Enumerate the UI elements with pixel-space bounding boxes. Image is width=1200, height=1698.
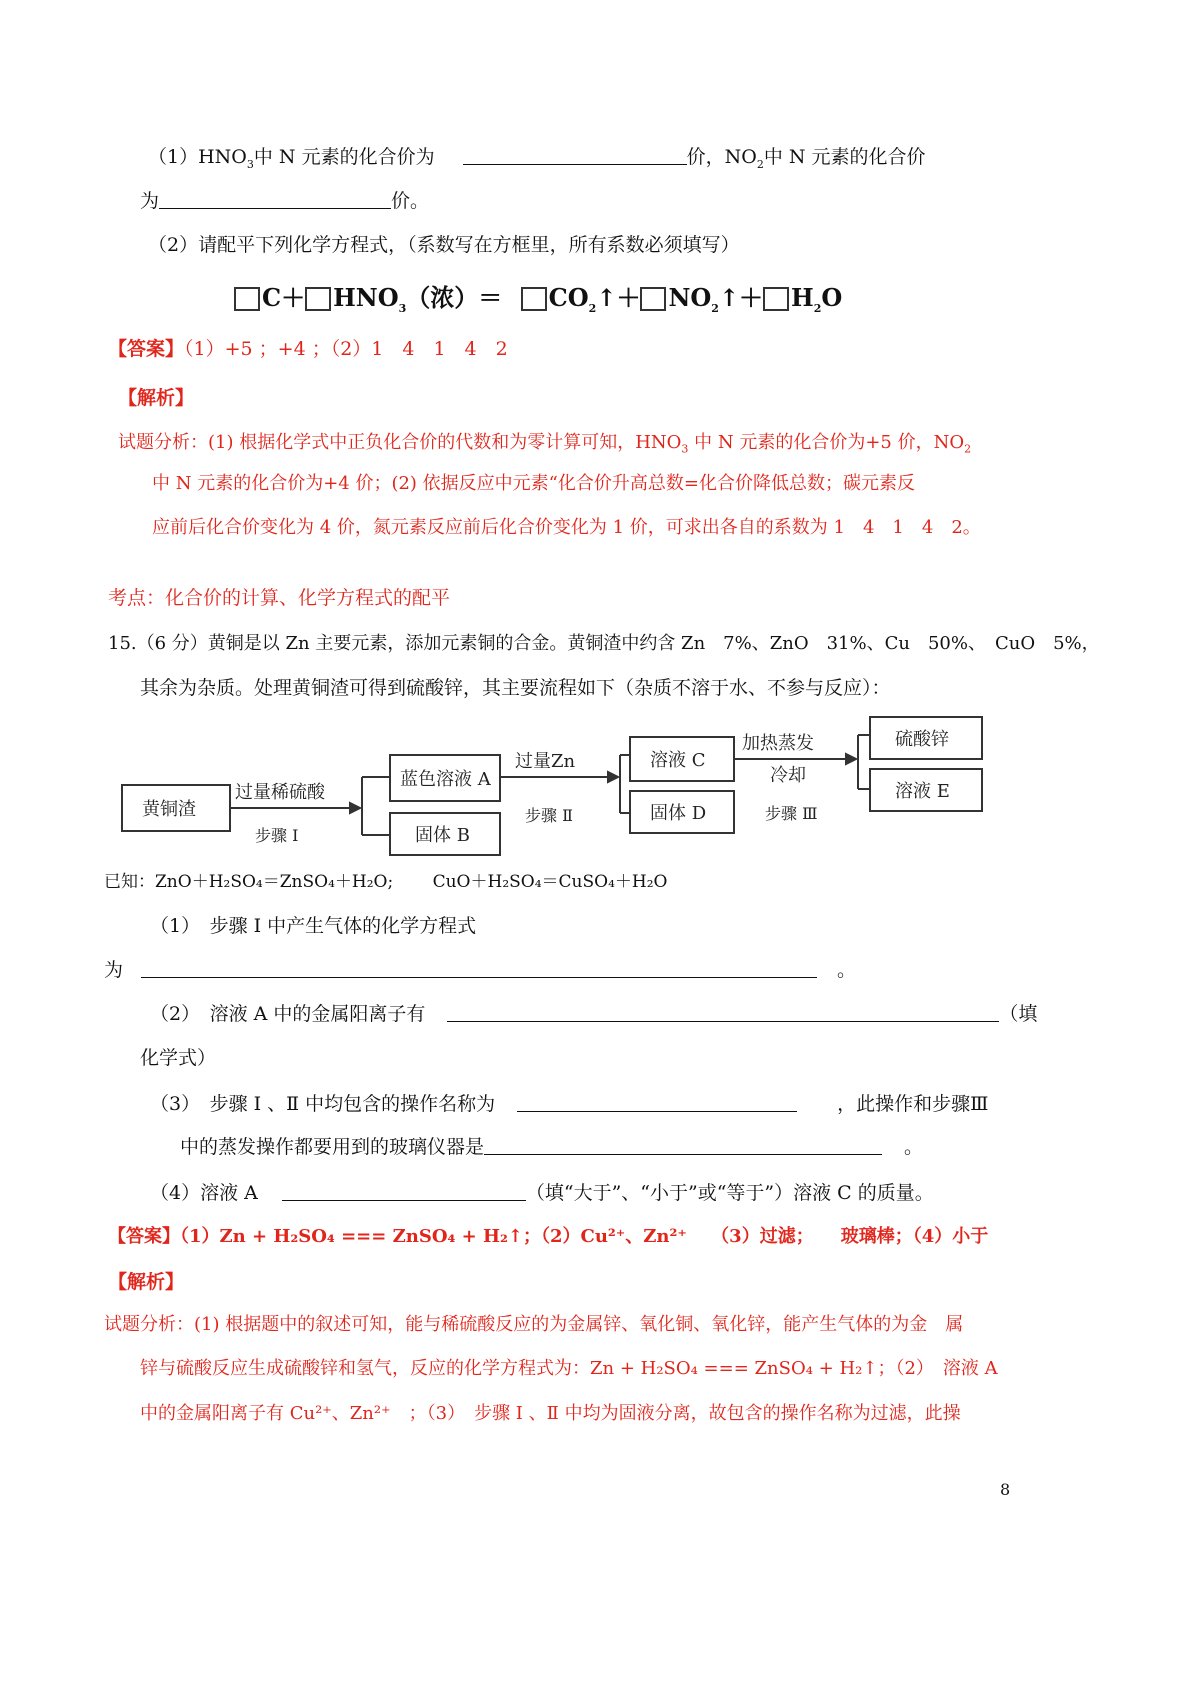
flow-solution-e: 溶液 E: [895, 781, 950, 802]
flow-step3-reagent-a: 加热蒸发: [742, 733, 814, 754]
q14-part1-line1: $(1)HNO_3$中 N 元素的化合价为 价，$NO_2$中 N 元素的化合价: [148, 146, 926, 171]
answer-blank[interactable]: [484, 1136, 882, 1155]
coefficient-box[interactable]: [521, 287, 547, 311]
process-flowchart: [110, 705, 1010, 860]
q14-analysis-tag: 【解析】: [118, 387, 195, 409]
q15-text-line2: 其余为杂质。处理黄铜渣可得到硫酸锌，其主要流程如下（杂质不溶于水、不参与反应）：: [140, 677, 891, 699]
flow-step3-label: 步骤 Ⅲ: [765, 804, 818, 823]
q15-sub2-cont: 化学式）: [140, 1047, 217, 1069]
flow-solid-d: 固体 D: [650, 803, 707, 824]
q15-sub3-cont: 中的蒸发操作都要用到的玻璃仪器是 。: [180, 1136, 924, 1158]
q14-kaodian: 考点：化合价的计算、化学方程式的配平: [108, 587, 451, 609]
answer-blank[interactable]: [517, 1093, 797, 1112]
flow-step2-label: 步骤 Ⅱ: [525, 806, 573, 825]
q15-analysis-line2: 锌与硫酸反应生成硫酸锌和氢气，反应的化学方程式为：Zn + H₂SO₄ === ZnSO₄ + H₂↑；（2） 溶液 A: [140, 1358, 998, 1379]
flow-znso4: 硫酸锌: [895, 729, 949, 750]
flow-step1-reagent: 过量稀硫酸: [235, 782, 325, 803]
flow-step3-reagent-b: 冷却: [770, 765, 806, 786]
q14-analysis-line2: 中 N 元素的化合价为+4 价；(2) 依据反应中元素“化合价升高总数=化合价降低总数；碳元素反: [152, 473, 915, 494]
q15-analysis-line3: 中的金属阳离子有 Cu²⁺、Zn²⁺ ；（3） 步骤 Ⅰ 、Ⅱ 中均为固液分离，故包含的操作名称为过滤，此操: [140, 1403, 961, 1424]
page-number: 8: [1000, 1480, 1011, 1499]
balance-equation: $C+ HNO_3$（浓）＝ $CO_2↑+$ $NO_2↑+ H_2O$: [234, 284, 842, 323]
q15-answer: 【答案】（1）Zn + H₂SO₄ === ZnSO₄ + H₂↑；（2）Cu²⁺、Zn²⁺ （3）过滤； 玻璃棒；（4）小于: [108, 1226, 989, 1247]
q15-sub1-blank-line: 为 。: [104, 959, 857, 981]
answer-blank[interactable]: [159, 190, 391, 209]
flow-step2-reagent: 过量Zn: [515, 751, 576, 772]
answer-blank[interactable]: [282, 1182, 526, 1201]
q15-sub3: （3） 步骤 Ⅰ 、Ⅱ 中均包含的操作名称为 ，此操作和步骤Ⅲ: [150, 1093, 989, 1115]
q15-sub4: （4）溶液 A （填“大于”、“小于”或“等于”）溶液 C 的质量。: [150, 1182, 934, 1204]
q14-analysis-line1: 试题分析：(1) 根据化学式中正负化合价的代数和为零计算可知，$HNO_3$ 中 N 元素的化合价为+5 价，$NO_2$: [118, 432, 972, 456]
q15-known: 已知：ZnO＋H₂SO₄＝ZnSO₄＋H₂O; CuO＋H₂SO₄＝CuSO₄＋H₂O: [104, 872, 668, 892]
flow-solution-a: 蓝色溶液 A: [400, 769, 491, 790]
q14-answer: 【答案】（1）+5 ；+4 ；（2）1 4 1 4 2: [108, 338, 508, 360]
q15-text-line1: 15.（6 分）黄铜是以 Zn 主要元素，添加元素铜的合金。黄铜渣中约含 Zn 7%、ZnO 31%、Cu 50%、 CuO 5%，: [108, 633, 1100, 654]
answer-blank[interactable]: [141, 959, 817, 978]
coefficient-box[interactable]: [640, 287, 666, 311]
flow-start-node: 黄铜渣: [142, 799, 196, 820]
flow-solid-b: 固体 B: [415, 825, 470, 846]
coefficient-box[interactable]: [763, 287, 789, 311]
coefficient-box[interactable]: [305, 287, 331, 311]
answer-blank[interactable]: [447, 1003, 999, 1022]
flow-solution-c: 溶液 C: [650, 750, 706, 771]
q14-part1-line2: 为 价。: [140, 190, 430, 212]
answer-blank[interactable]: [463, 146, 687, 165]
q14-analysis-line3: 应前后化合价变化为 4 价，氮元素反应前后化合价变化为 1 价，可求出各自的系数为 1 4 1 4 2。: [152, 517, 981, 538]
q15-analysis-line1: 试题分析：(1) 根据题中的叙述可知，能与稀硫酸反应的为金属锌、氧化铜、氧化锌，能产生气体的为金 属: [104, 1314, 964, 1335]
q15-analysis-tag: 【解析】: [108, 1271, 185, 1293]
q15-sub2: （2） 溶液 A 中的金属阳离子有 （填: [150, 1003, 1038, 1025]
q15-sub1: （1） 步骤 Ⅰ 中产生气体的化学方程式: [150, 915, 477, 937]
coefficient-box[interactable]: [234, 287, 260, 311]
flow-step1-label: 步骤 Ⅰ: [255, 826, 299, 845]
q14-part2: （2）请配平下列化学方程式，（系数写在方框里，所有系数必须填写）: [148, 234, 740, 256]
